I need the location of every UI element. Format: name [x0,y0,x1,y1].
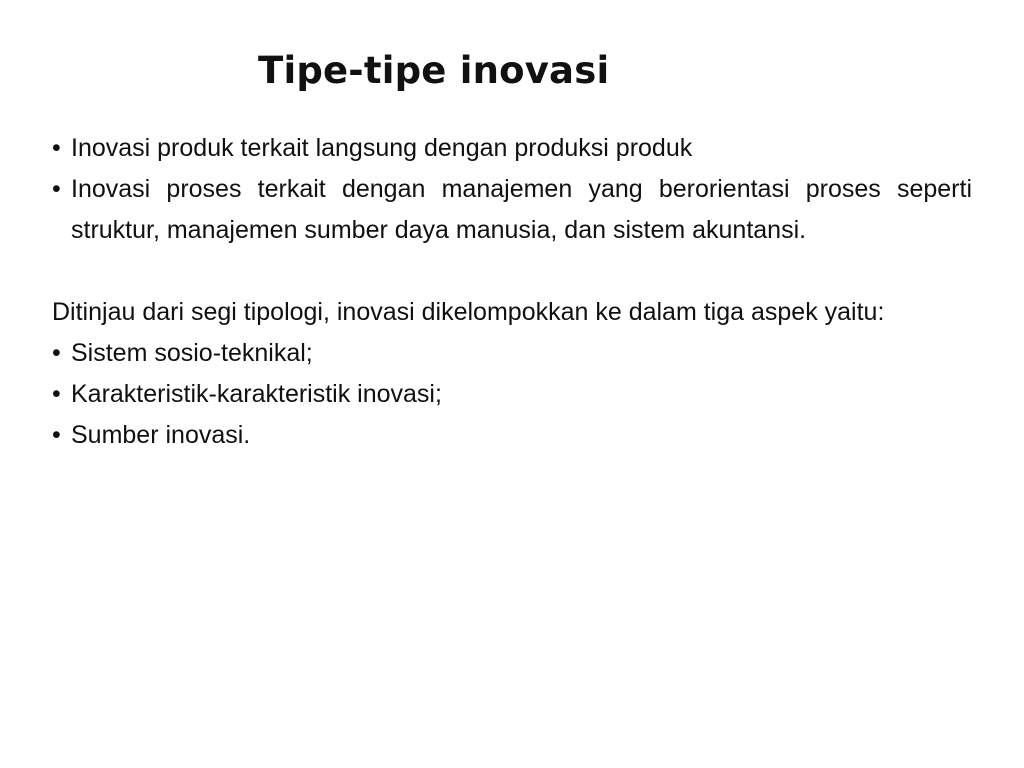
aspects-list [52,333,972,456]
list-item-text: Karakteristik-karakteristik inovasi; [71,380,442,408]
intro-paragraph: Ditinjau dari segi tipologi, inovasi dikelompokkan ke dalam tiga aspek yaitu: [52,298,885,326]
list-item-text: Inovasi proses terkait dengan manajemen yang berorientasi proses seperti struktur, manajemen sumber daya manusia, dan sistem akuntansi. [71,175,972,244]
bullet-icon: • [52,175,61,203]
list-item-text: Sumber inovasi. [71,421,251,449]
list-item [52,128,972,169]
bullet-icon: • [52,380,61,408]
list-item-text: Sistem sosio-teknikal; [71,339,313,367]
list-item [52,415,972,456]
list-item [52,169,972,251]
list-item [52,333,972,374]
bullet-icon: • [52,421,61,449]
slide-title: Tipe-tipe inovasi [258,49,610,92]
bullet-icon: • [52,134,61,162]
list-item [52,374,972,415]
slide-content [52,128,972,456]
innovation-types-list [52,128,972,251]
bullet-icon: • [52,339,61,367]
list-item-text: Inovasi produk terkait langsung dengan produksi produk [71,134,693,162]
paragraph-spacer [52,251,972,292]
